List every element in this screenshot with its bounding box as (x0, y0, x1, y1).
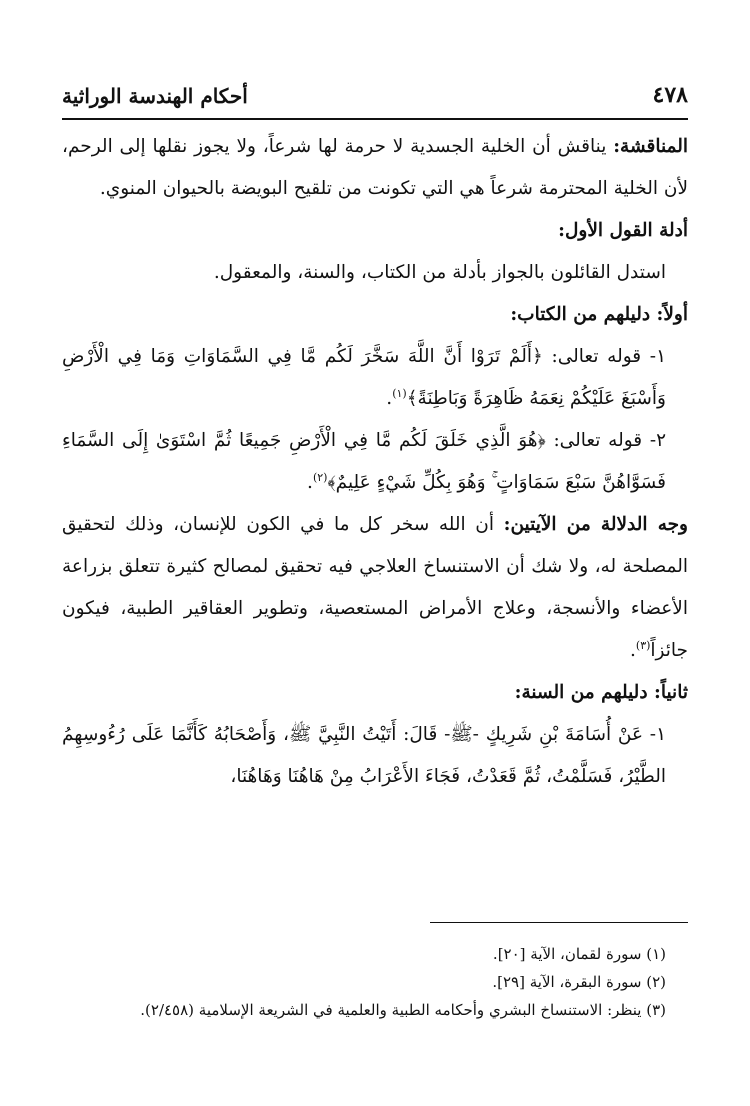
verse-1: ١- قوله تعالى: ﴿أَلَمْ تَرَوْا أَنَّ اللَّهَ سَخَّرَ لَكُم مَّا فِي السَّمَاوَاتِ وَمَا فِي الْأَرْضِ وَأَسْبَغَ عَلَيْكُمْ نِعَمَهُ ظَاهِرَةً وَبَاطِنَةً﴾$^{(١)}$. (62, 346, 666, 409)
footnote-separator (430, 922, 688, 923)
footnote-ref-1: (١) (392, 386, 407, 400)
verse-2: ٢- قوله تعالى: ﴿هُوَ الَّذِي خَلَقَ لَكُم مَّا فِي الْأَرْضِ جَمِيعًا ثُمَّ اسْتَوَىٰ إِلَى السَّمَاءِ فَسَوَّاهُنَّ سَبْعَ سَمَاوَاتٍ ۚ وَهُوَ بِكُلِّ شَيْءٍ عَلِيمٌ﴾$^{(٢)}$. (62, 430, 667, 493)
verse-2-lead: ٢- قوله تعالى: (553, 430, 667, 451)
hadith-paragraph: ١- عَنْ أُسَامَةَ بْنِ شَرِيكٍ -ﷺ- قَالَ: أَتَيْتُ النَّبِيَّ ﷺ، وَأَصْحَابُهُ كَأَنَّمَا عَلَى رُءُوسِهِمُ الطَّيْرُ، فَسَلَّمْتُ، ثُمَّ قَعَدْتُ، فَجَاءَ الأَعْرَابُ مِنْ هَاهُنَا وَهَاهُنَا، (62, 724, 667, 787)
footnote-2: (٢) سورة البقرة، الآية [٢٩]. (492, 973, 666, 991)
sunnah-evidence-heading: ثانياً: دليلهم من السنة: (514, 682, 688, 703)
page-number: ٤٧٨ (652, 82, 688, 108)
discussion-label: المناقشة: (613, 136, 689, 157)
discussion-paragraph (62, 126, 688, 210)
verse-1-lead: ١- قوله تعالى: (551, 346, 666, 367)
inference-label: وجه الدلالة من الآيتين: (503, 514, 688, 535)
inference-paragraph: وجه الدلالة من الآيتين: أن الله سخر كل ما في الكون للإنسان، وذلك لتحقيق المصلحة له، ولا شك أن الاستنساخ العلاجي فيه تحقيق لمصالح كثيرة تتعلق بزراعة الأعضاء والأنسجة، وعلاج الأمراض المستعصية، وتطوير العقاقير الطبية، فيكون جائزاً$^{(٣)}$. (62, 514, 688, 661)
quran-evidence-heading: أولاً: دليلهم من الكتاب: (510, 304, 688, 325)
page-header (62, 78, 688, 120)
footnotes (62, 940, 688, 1024)
intro-paragraph: استدل القائلون بالجواز بأدلة من الكتاب، والسنة، والمعقول. (213, 262, 666, 283)
footnote-ref-3: (٣) (635, 638, 651, 652)
inference-text: أن الله سخر كل ما في الكون للإنسان، وذلك لتحقيق المصلحة له، ولا شك أن الاستنساخ العلاجي فيه تحقيق لمصالح كثيرة تتعلق بزراعة الأعضاء والأنسجة، وعلاج الأمراض المستعصية، وتطوير العقاقير الطبية، فيكون جائزاً (62, 514, 688, 661)
footnote-3: (٣) ينظر: الاستنساخ البشري وأحكامه الطبية والعلمية في الشريعة الإسلامية (٢/٤٥٨). (140, 1001, 666, 1019)
discussion-text: يناقش أن الخلية الجسدية لا حرمة لها شرعاً، ولا يجوز نقلها إلى الرحم، لأن الخلية المحترمة شرعاً هي التي تكونت من تلقيح البويضة بالحيوان المنوي. (62, 136, 688, 199)
footnote-ref-2: (٢) (312, 470, 328, 484)
footnote-1: (١) سورة لقمان، الآية [٢٠]. (492, 945, 666, 963)
main-text (62, 126, 688, 798)
verse-2-text: ﴿هُوَ الَّذِي خَلَقَ لَكُم مَّا فِي الْأَرْضِ جَمِيعًا ثُمَّ اسْتَوَىٰ إِلَى السَّمَاءِ فَسَوَّاهُنَّ سَبْعَ سَمَاوَاتٍ ۚ وَهُوَ بِكُلِّ شَيْءٍ عَلِيمٌ﴾ (62, 430, 666, 493)
running-title: أحكام الهندسة الوراثية (62, 84, 248, 108)
first-view-heading: أدلة القول الأول: (558, 220, 688, 241)
verse-1-text: ﴿أَلَمْ تَرَوْا أَنَّ اللَّهَ سَخَّرَ لَكُم مَّا فِي السَّمَاوَاتِ وَمَا فِي الْأَرْضِ وَأَسْبَغَ عَلَيْكُمْ نِعَمَهُ ظَاهِرَةً وَبَاطِنَةً﴾ (62, 346, 666, 409)
